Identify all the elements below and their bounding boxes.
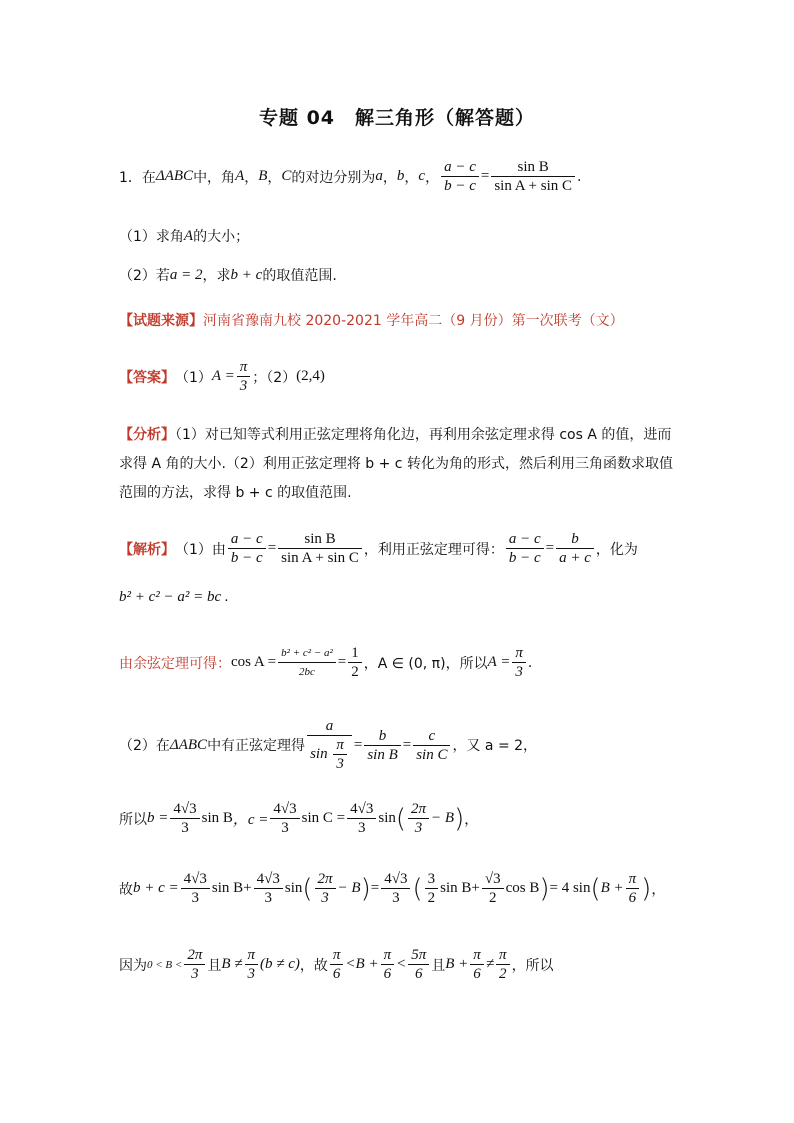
gu-minusB: − B	[337, 880, 361, 896]
because-bneqc: (b ≠ c)	[260, 956, 300, 972]
sol-frac-3: $\frac{a - c}{b - c}$	[506, 530, 544, 567]
solution-tag: 【解析】	[119, 541, 175, 558]
answer-range: (2,4)	[296, 368, 325, 384]
gu-f6: $\frac{√3}{2}$	[482, 870, 504, 907]
because-Bpl2: B +	[445, 956, 469, 972]
sol-eq1: b² + c² − a² = bc .	[119, 589, 229, 605]
gu-f1: $\frac{4√3}{3}$	[181, 870, 210, 907]
part2-mid: ，求	[202, 268, 231, 284]
gu-plus2: +	[471, 880, 480, 896]
gu-sin: sin	[284, 880, 303, 896]
answer-1: （1）	[175, 369, 212, 386]
gu-f4: $\frac{4√3}{3}$	[381, 870, 410, 907]
gu-sinB: sin B	[211, 880, 244, 896]
gu-lead: 故	[119, 881, 133, 898]
because-gu2: ，故	[299, 957, 328, 974]
q1-sides: 的对边分别为	[291, 169, 376, 186]
answer-A: A =	[211, 368, 235, 384]
answer-tag: 【答案】	[119, 369, 175, 386]
because-line	[119, 946, 554, 983]
answer-sep: ；（2）	[252, 369, 297, 386]
sol-frac-1: $\frac{a - c}{b - c}$	[228, 530, 266, 567]
because-lt1: <	[345, 956, 356, 972]
q1-triangle: ΔABC	[155, 168, 194, 184]
gu-f5: $\frac{3}{2}$	[425, 870, 439, 907]
because-f5: $\frac{5\pi}{6}$	[408, 946, 429, 983]
because-neq: ≠	[485, 956, 495, 972]
so-frac3: $\frac{4√3}{3}$	[347, 800, 376, 837]
gu-plus: +	[243, 880, 252, 896]
sol-1b: ，利用正弦定理可得：	[363, 541, 504, 558]
because-and1: 且	[207, 957, 222, 974]
cos-expr: cos A =	[231, 654, 277, 670]
answer-line	[119, 358, 325, 395]
p2-frac-a: a sin $\frac{\pi}{3}$	[307, 717, 352, 773]
so-frac4: $\frac{2\pi}{3}$	[408, 800, 429, 837]
because-Bpl: B +	[355, 956, 379, 972]
q1-C: C	[281, 168, 292, 184]
question-1: 1．在 ΔABC 中，角 A ， B ， C 的对边分别为 a ， b ， c ， $\frac{a - c}{b - c}$ = $\frac{\text{sin B}}{\text{sin A + sin C}}$ .	[119, 159, 582, 194]
because-Bneq: B ≠	[221, 956, 243, 972]
because-f2: $\frac{\pi}{3}$	[245, 946, 259, 983]
q1-mid: 中，角	[193, 169, 236, 186]
p2-frac-c: $\frac{c}{\text{sin C}}$	[413, 727, 450, 764]
part1-tail: 的大小；	[193, 229, 250, 245]
q1-B: B	[258, 168, 268, 184]
q1-period: .	[577, 168, 582, 185]
q1-c: c	[418, 168, 426, 184]
source-tag: 【试题来源】	[119, 313, 203, 329]
cos-frac: $\frac{\text{b² + c² − a²}}{2bc}$	[278, 644, 336, 681]
because-suoyi: ，所以	[511, 957, 554, 974]
sol-1c: ，化为	[595, 541, 638, 558]
half-frac: $\frac{1}{2}$	[348, 644, 362, 681]
because-f3: $\frac{\pi}{6}$	[330, 946, 344, 983]
gu-comma: ，	[651, 881, 666, 898]
p2-tail: ，又 a = 2，	[452, 738, 538, 754]
q1-lead: 1．在	[119, 169, 156, 186]
gu-Bpl: B +	[600, 880, 624, 896]
so-frac2: $\frac{4√3}{3}$	[270, 800, 299, 837]
so-sin: sin	[378, 810, 396, 826]
because-f1: $\frac{2\pi}{3}$	[184, 946, 205, 983]
gu-f7: $\frac{\pi}{6}$	[626, 870, 640, 907]
q1-b: b	[396, 168, 405, 184]
q1-a: a	[375, 168, 383, 184]
so-c: ，c =	[232, 812, 269, 828]
sol-1a: （1）由	[175, 541, 226, 558]
because-f4: $\frac{\pi}{6}$	[381, 946, 395, 983]
gu-f3: $\frac{2\pi}{3}$	[315, 870, 336, 907]
gu-f2: $\frac{4√3}{3}$	[254, 870, 283, 907]
so-minusB: − B	[431, 810, 455, 826]
gu-sinB2: sin B	[440, 880, 472, 896]
gu-cosB: cos B	[505, 880, 540, 896]
q1-frac-left: $\frac{a - c}{b - c}$	[441, 158, 479, 195]
p2-tri: ΔABC	[169, 736, 208, 753]
source-text: 河南省豫南九校 2020-2021 学年高二（9 月份）第一次联考（文）	[203, 313, 624, 329]
part1-text: （1）求角	[119, 229, 184, 245]
solution-line-1: 【解析】 （1）由 $\frac{a - c}{b - c}$ = $\frac{\text{sin B}}{\text{sin A + sin C}}$ ，利用正弦定理可得： $\frac{a - c}{b - c}$ = $\frac{b}{a + c}$ ，化为	[119, 531, 638, 566]
cos-res: A =	[487, 654, 511, 670]
cos-dot: .	[527, 654, 533, 671]
q1-comma: ，	[425, 169, 440, 186]
so-sinC: sin C =	[301, 810, 346, 826]
p2-line: （2）在 ΔABC 中有正弦定理得 a sin $\frac{\pi}{3}$ = $\frac{b}{\text{sin B}}$ = $\frac{c}{\text{sin C}}$ ，又 a = 2，	[119, 718, 538, 772]
part2-expr: a = 2	[169, 266, 203, 283]
answer-frac: $\frac{\pi}{3}$	[237, 358, 251, 395]
p2-lead: （2）在	[119, 738, 170, 754]
because-f7: $\frac{\pi}{2}$	[496, 946, 510, 983]
gu-eq4: = 4 sin	[549, 880, 591, 896]
q1-frac-right: $\frac{\text{sin B}}{\text{sin A + sin C}}$	[491, 158, 575, 195]
part2-bc: b + c	[230, 266, 263, 283]
gu-line: 故 b + c = $\frac{4√3}{3}$ sin B + $\frac{4√3}{3}$ sin ( $\frac{2\pi}{3}$ − B ) = $\frac{4√3}{3}$ ( $\frac{3}{2}$ sin B + $\frac{√3}{2}$ cos B ) = 4 sin ( B + $\frac{\pi}{6}$ ) ，	[119, 871, 666, 906]
because-lt2: <	[396, 956, 407, 972]
cos-in: ，A ∈ (0, π)，所以	[363, 655, 488, 672]
source-line	[119, 310, 624, 330]
part2-text: （2）若	[119, 268, 170, 284]
part-2	[119, 265, 337, 285]
p2-frac-b: $\frac{b}{\text{sin B}}$	[364, 727, 400, 764]
so-comma: ，	[464, 811, 479, 828]
part-1	[119, 226, 249, 246]
because-f6: $\frac{\pi}{6}$	[470, 946, 484, 983]
so-b: b =	[147, 810, 169, 826]
gu-bc: b + c =	[133, 880, 179, 896]
page-title: 专题 04 解三角形（解答题）	[258, 107, 536, 129]
sol-frac-4: $\frac{b}{a + c}$	[556, 530, 594, 567]
analysis-tag: 【分析】	[119, 427, 175, 443]
because-ineq: 0 < B <	[147, 958, 183, 971]
because-and2: 且	[431, 957, 446, 974]
q1-A: A	[235, 168, 245, 184]
cos-lead: 由余弦定理可得：	[119, 655, 231, 672]
part2-tail: 的取值范围.	[262, 268, 337, 284]
gu-eq: =	[370, 880, 380, 896]
analysis-block	[119, 421, 679, 508]
analysis-text: （1）对已知等式利用正弦定理将角化边，再利用余弦定理求得 cos A 的值，进而求得 A 角的大小.（2）利用正弦定理将 b + c 转化为角的形式，然后利用三角函数求取值范围的方法，求得 b + c 的取值范围.	[119, 427, 673, 501]
p2-mid: 中有正弦定理得	[207, 738, 306, 754]
so-sinB: sin B	[201, 810, 233, 826]
so-frac1: $\frac{4√3}{3}$	[170, 800, 199, 837]
sol-frac-2: $\frac{\text{sin B}}{\text{sin A + sin C}}$	[278, 530, 362, 567]
cos-res-frac: $\frac{\pi}{3}$	[512, 644, 526, 681]
so-lead: 所以	[119, 811, 147, 828]
cos-line: 由余弦定理可得： cos A = $\frac{\text{b² + c² − a²}}{2bc}$ = $\frac{1}{2}$ ，A ∈ (0, π)，所以 A = $\frac{\pi}{3}$ .	[119, 645, 533, 680]
because-lead: 因为	[119, 957, 147, 974]
part1-var: A	[183, 227, 194, 244]
so-line: 所以 b = $\frac{4√3}{3}$ sin B ，c = $\frac{4√3}{3}$ sin C = $\frac{4√3}{3}$ sin ( $\frac{2\pi}{3}$ − B ) ，	[119, 801, 479, 836]
